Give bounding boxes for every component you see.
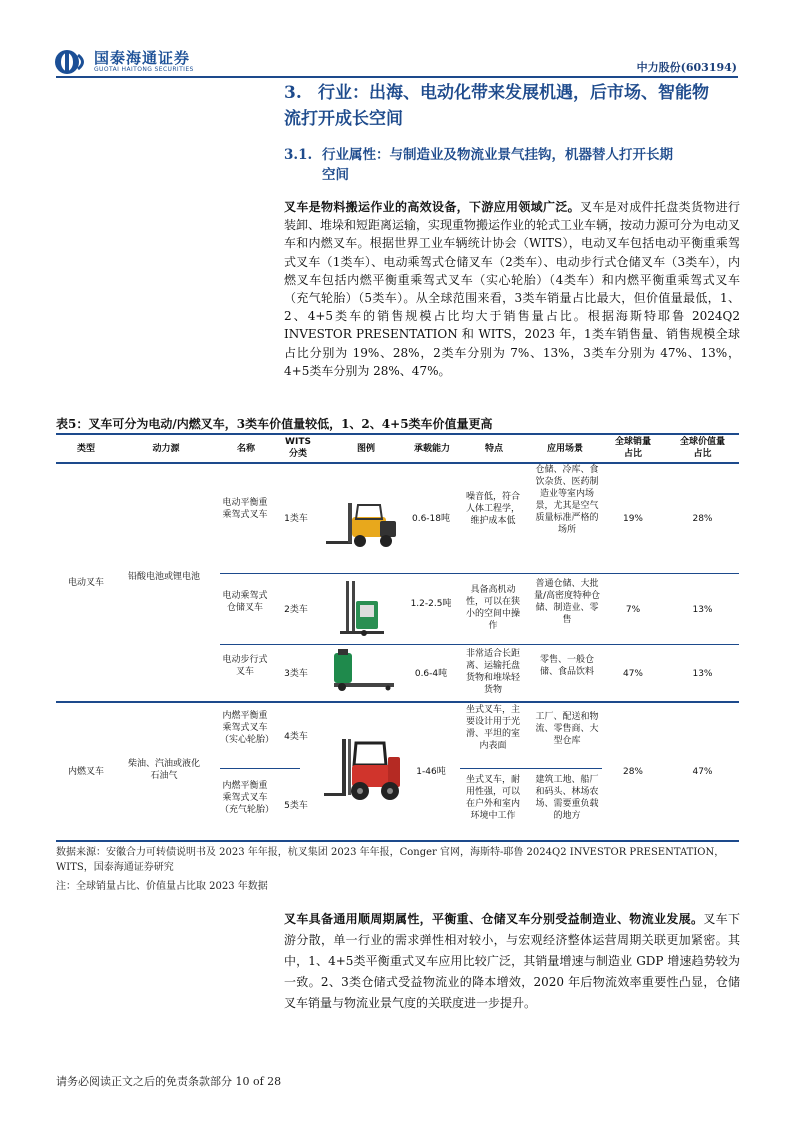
cell-capacity-class1: 0.6-18吨	[411, 514, 450, 524]
cell-value-ic: 47%	[692, 767, 713, 777]
section-heading	[284, 80, 740, 132]
paragraph-intro	[284, 198, 740, 380]
cell-name-class4: 内燃平衡重乘驾式叉车（实心轮胎）	[220, 711, 275, 745]
cell-scene-class1: 仓储、冷库、食饮杂货、医药制造业等室内场景，尤其是空气质量标准严格的场所	[535, 465, 599, 535]
cell-capacity-class2: 1.2-2.5吨	[410, 599, 452, 609]
stock-code: 中力股份(603194)	[636, 61, 737, 74]
row-divider	[220, 644, 739, 645]
col-header-type: 类型	[76, 444, 95, 454]
pallet-truck-image	[328, 647, 398, 693]
table-source: 数据来源：安徽合力可转债说明书及 2023 年年报，杭叉集团 2023 年年报，Conger 官网，海斯特-耶鲁 2024Q2 INVESTOR PRESENTATION，WITS，国泰海通证券研究	[56, 847, 725, 873]
subsection-title-line1: 行业属性：与制造业及物流业景气挂钩，机器替人打开长期	[322, 147, 673, 163]
cell-type-ic: 内燃叉车	[67, 767, 104, 777]
footer-disclaimer: 请务必阅读正文之后的免责条款部分	[56, 1075, 232, 1088]
table-note: 注：全球销量占比、价值量占比取 2023 年数据	[56, 881, 268, 892]
table-header-row	[56, 435, 739, 462]
brand-name-en: GUOTAI HAITONG SECURITIES	[94, 66, 194, 73]
reach-truck-image	[338, 579, 388, 637]
header-divider	[56, 76, 738, 78]
page-footer	[56, 1073, 281, 1089]
company-logo	[54, 49, 194, 75]
cell-wits-class3: 3类车	[284, 669, 308, 679]
col-header-image: 图例	[356, 444, 375, 454]
paragraph-intro-body: 叉车是对成件托盘类货物进行装卸、堆垛和短距离运输，实现重物搬运作业的轮式工业车辆，按动力源可分为电动叉车和内燃叉车。根据世界工业车辆统计协会（WITS），电动叉车包括电动平衡重乘驾式叉车（1类车）、电动乘驾式仓储叉车（2类车）、电动步行式仓储叉车（3类车），内燃叉车包括内燃平衡重乘驾式叉车（实心轮胎）（4类车）和内燃平衡重乘驾式叉车（充气轮胎）（5类车）。从全球范围来看，3类车销量占比最大，但价值量最低，1、2、4+5类车的销售规模占比均大于销售量占比。根据海斯特耶鲁 2024Q2 INVESTOR PRESENTATION 和 WITS，2023 年，1类车销售量、销售规模全球占比分别为 19%、28%，2类车分别为 7%、13%，3类车分别为 47%、13%，4+5类车分别为 28%、47%。	[284, 200, 741, 378]
row-divider	[460, 768, 602, 769]
cell-scene-class5: 建筑工地、船厂和码头、林场农场、需要重负载的地方	[535, 775, 599, 821]
col-header-value-share: 全球价值量 占比	[679, 437, 725, 459]
forklift-electric-image	[322, 497, 406, 551]
cell-wits-class4: 4类车	[284, 732, 308, 742]
row-divider	[220, 768, 300, 769]
subsection-number: 3.1.	[284, 147, 313, 163]
cell-name-class3: 电动步行式叉车	[222, 655, 268, 677]
cell-name-class1: 电动平衡重乘驾式叉车	[222, 498, 268, 520]
table-header-rule	[56, 462, 739, 464]
cell-power-ic: 柴油、汽油或液化石油气	[127, 759, 200, 781]
cell-feature-class1: 噪音低，符合人体工程学，维护成本低	[465, 492, 520, 526]
paragraph-intro-lead: 叉车是物料搬运作业的高效设备，下游应用领域广泛。	[284, 200, 580, 214]
group-divider	[56, 701, 739, 703]
cell-value-class3: 13%	[692, 669, 713, 679]
paragraph-cyclicality	[284, 909, 740, 1014]
col-header-capacity: 承载能力	[413, 444, 450, 454]
cell-wits-class2: 2类车	[284, 605, 308, 615]
cell-feature-class4: 坐式叉车，主要设计用于光滑、平坦的室内表面	[465, 705, 520, 751]
section-title-line2: 流打开成长空间	[284, 109, 403, 129]
col-header-wits: WITS 分类	[285, 437, 311, 459]
paragraph-cyclicality-body: 叉车下游分散，单一行业的需求弹性相对较小，与宏观经济整体运营周期关联更加紧密。其中，1、4+5类平衡重式叉车应用比较广泛，其销量增速与制造业 GDP 增速趋势较为一致。2、3类仓储式受益物流业的降本增效，2020 年后物流效率重要性凸显，仓储叉车销量与物流业景气度的关联度进一步提升。	[284, 912, 740, 1010]
col-header-scene: 应用场景	[546, 444, 583, 454]
table-bottom-rule	[56, 840, 739, 842]
cell-feature-class3: 非常适合长距离、运输托盘货物和堆垛轻货物	[465, 649, 520, 695]
subsection-title-line2: 空间	[322, 167, 349, 183]
row-divider	[220, 573, 739, 574]
section-number: 3.	[284, 83, 302, 103]
cell-capacity-class3: 0.6-4吨	[414, 669, 448, 679]
cell-feature-class5: 坐式叉车，耐用性强，可以在户外和室内环境中工作	[465, 775, 520, 821]
cell-type-electric: 电动叉车	[67, 578, 104, 588]
cell-sales-class2: 7%	[625, 605, 641, 615]
cell-sales-ic: 28%	[622, 767, 643, 777]
cell-capacity-ic: 1-46吨	[416, 767, 446, 777]
brand-name: 国泰海通证券	[94, 49, 191, 67]
cell-sales-class1: 19%	[622, 514, 643, 524]
cell-scene-class2: 普通仓储、大批量/高密度特种仓储、制造业、零售	[533, 579, 601, 625]
cell-name-class2: 电动乘驾式仓储叉车	[222, 591, 268, 613]
cell-power-electric: 铅酸电池或锂电池	[127, 572, 200, 582]
section-title-line1: 行业：出海、电动化带来发展机遇，后市场、智能物	[318, 83, 709, 103]
cell-value-class1: 28%	[692, 514, 713, 524]
table-title: 表5：叉车可分为电动/内燃叉车，3类车价值量较低，1、2、4+5类车价值量更高	[56, 417, 493, 431]
forklift-ic-image	[322, 735, 406, 803]
cell-name-class5: 内燃平衡重乘驾式叉车（充气轮胎）	[220, 781, 275, 815]
cell-scene-class4: 工厂、配送和物流、零售商、大型仓库	[535, 712, 599, 746]
col-header-sales-share: 全球销量 占比	[614, 437, 651, 459]
cell-sales-class3: 47%	[622, 669, 643, 679]
page-number: 10 of 28	[235, 1075, 282, 1088]
subsection-heading	[284, 145, 740, 185]
paragraph-cyclicality-lead: 叉车具备通用顺周期属性，平衡重、仓储叉车分别受益制造业、物流业发展。	[284, 912, 704, 926]
col-header-feature: 特点	[484, 444, 503, 454]
cell-wits-class5: 5类车	[284, 801, 308, 811]
col-header-name: 名称	[236, 444, 255, 454]
cell-feature-class2: 具备高机动性，可以在狭小的空间中操作	[465, 585, 520, 631]
cell-scene-class3: 零售、一般仓储、食品饮料	[539, 655, 594, 677]
cell-wits-class1: 1类车	[284, 514, 308, 524]
col-header-power: 动力源	[152, 444, 180, 454]
logo-mark-icon	[54, 49, 88, 75]
cell-value-class2: 13%	[692, 605, 713, 615]
